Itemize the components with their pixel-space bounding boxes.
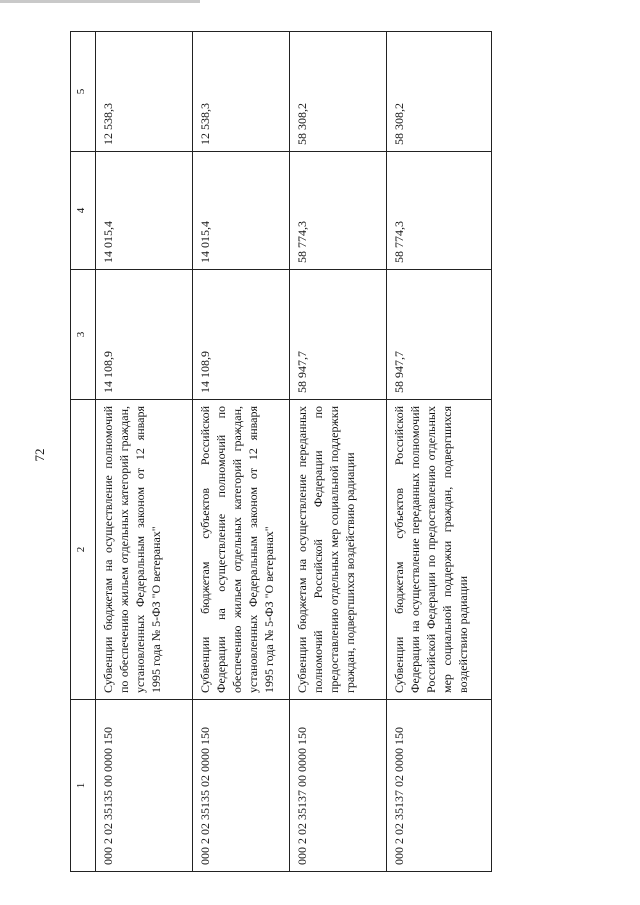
amount-cell: 14 108,9	[193, 270, 290, 400]
amount-cell: 58 308,2	[290, 32, 387, 152]
table-row	[193, 32, 290, 872]
budget-code-cell: 000 2 02 35135 02 0000 150	[193, 700, 290, 872]
amount-cell: 12 538,3	[193, 32, 290, 152]
table-header-row	[71, 32, 96, 872]
column-header: 5	[71, 32, 96, 152]
amount-cell: 58 308,2	[387, 32, 492, 152]
description-cell: Субвенции бюджетам на осуществление переданных полномочий Российской Федерации по предоставлению отдельных мер социальной поддержки граждан, подвергшихся воздействию радиации	[290, 400, 387, 700]
description-cell: Субвенции бюджетам субъектов Российской Федерации на осуществление полномочий по обеспечению жильем отдельных категорий граждан, установленных Федеральным законом от 12 января 1995 года № 5-ФЗ "О ветеранах"	[193, 400, 290, 700]
column-header: 1	[71, 700, 96, 872]
description-cell: Субвенции бюджетам субъектов Российской Федерации на осуществление переданных полномочий Российской Федерации по предоставлению отдельных мер социальной поддержки граждан, подвергшихся воздействию радиации	[387, 400, 492, 700]
table-row	[96, 32, 193, 872]
budget-code-cell: 000 2 02 35137 02 0000 150	[387, 700, 492, 872]
description-cell: Субвенции бюджетам на осуществление полномочий по обеспечению жильем отдельных категорий граждан, установленных Федеральным законом от 12 января 1995 года № 5-ФЗ "О ветеранах"	[96, 400, 193, 700]
top-edge-bar	[0, 0, 200, 3]
table-row	[290, 32, 387, 872]
amount-cell: 14 108,9	[96, 270, 193, 400]
page-number: 72	[32, 448, 47, 462]
column-header: 4	[71, 152, 96, 270]
rotated-sheet	[70, 32, 620, 872]
table-row	[387, 32, 492, 872]
column-header: 2	[71, 400, 96, 700]
amount-cell: 58 774,3	[290, 152, 387, 270]
budget-code-cell: 000 2 02 35135 00 0000 150	[96, 700, 193, 872]
amount-cell: 58 774,3	[387, 152, 492, 270]
amount-cell: 14 015,4	[193, 152, 290, 270]
amount-cell: 14 015,4	[96, 152, 193, 270]
amount-cell: 58 947,7	[387, 270, 492, 400]
amount-cell: 58 947,7	[290, 270, 387, 400]
column-header: 3	[71, 270, 96, 400]
budget-table	[70, 31, 492, 872]
budget-code-cell: 000 2 02 35137 00 0000 150	[290, 700, 387, 872]
amount-cell: 12 538,3	[96, 32, 193, 152]
